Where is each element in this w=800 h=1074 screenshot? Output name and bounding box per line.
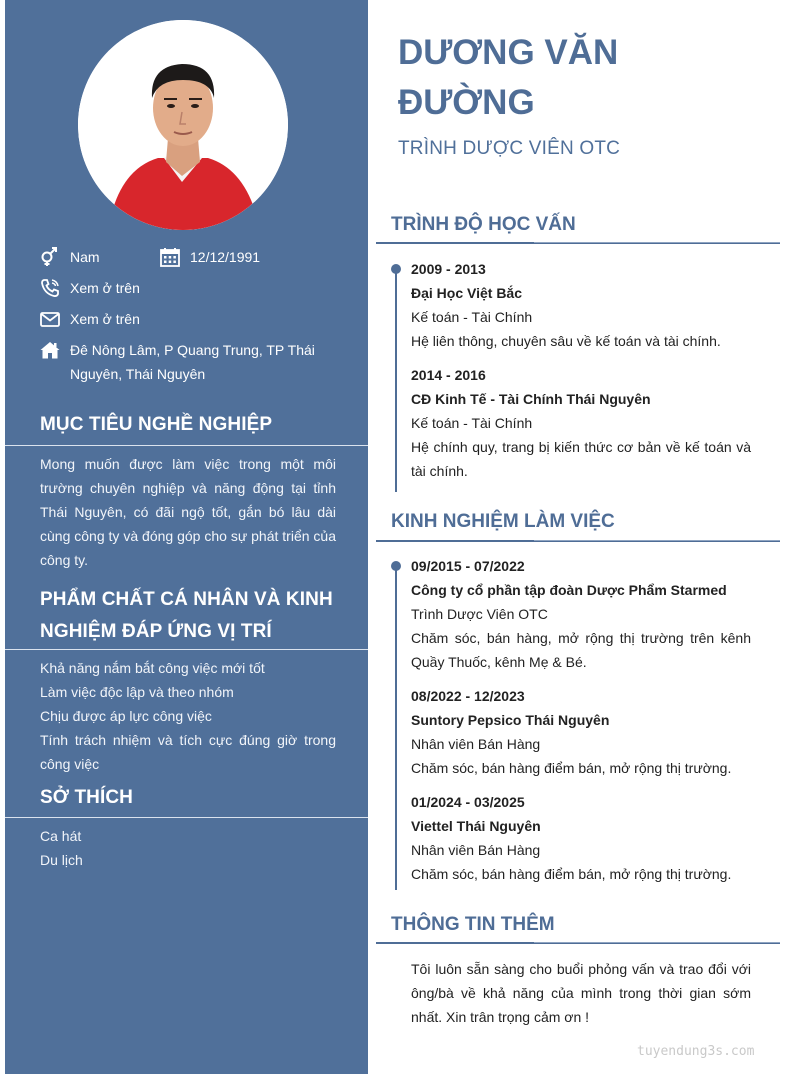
email-value: Xem ở trên bbox=[70, 311, 140, 327]
entry-major: Kế toán - Tài Chính bbox=[411, 309, 533, 325]
experience-heading: KINH NGHIỆM LÀM VIỆC bbox=[391, 511, 615, 532]
calendar-icon bbox=[160, 247, 180, 267]
dob-row bbox=[160, 245, 340, 269]
entry-desc: Chăm sóc, bán hàng điểm bán, mở rộng thị trường. bbox=[411, 866, 732, 882]
hobbies-divider bbox=[5, 817, 368, 818]
education-entry bbox=[411, 363, 751, 483]
entry-period: 2009 - 2013 bbox=[411, 261, 486, 277]
education-timeline bbox=[395, 268, 397, 492]
avatar bbox=[78, 20, 288, 230]
list-item: Khả năng nắm bắt công việc mới tốt bbox=[40, 660, 265, 676]
watermark: tuyendung3s.com bbox=[637, 1044, 755, 1059]
experience-divider bbox=[376, 540, 780, 542]
experience-entry bbox=[411, 790, 751, 886]
entry-desc: Hệ liên thông, chuyên sâu về kế toán và tài chính. bbox=[411, 333, 721, 349]
qualities-list bbox=[40, 656, 336, 776]
education-entry bbox=[411, 257, 751, 353]
experience-entry bbox=[411, 554, 751, 674]
qualities-divider bbox=[5, 649, 368, 650]
entry-period: 01/2024 - 03/2025 bbox=[411, 794, 525, 810]
hobbies-heading: SỞ THÍCH bbox=[40, 787, 134, 808]
gender-icon bbox=[40, 247, 60, 267]
hobbies-list bbox=[40, 824, 336, 872]
entry-position: Trình Dược Viên OTC bbox=[411, 606, 548, 622]
phone-row bbox=[40, 276, 340, 300]
phone-icon bbox=[40, 278, 60, 298]
entry-period: 08/2022 - 12/2023 bbox=[411, 688, 525, 704]
timeline-dot bbox=[391, 264, 401, 274]
home-icon bbox=[40, 340, 60, 360]
extra-heading: THÔNG TIN THÊM bbox=[391, 914, 555, 935]
address-row bbox=[40, 338, 340, 386]
list-item: Làm việc độc lập và theo nhóm bbox=[40, 684, 234, 700]
gender-row bbox=[40, 245, 160, 269]
profile-photo bbox=[78, 20, 288, 230]
address-value: Đê Nông Lâm, P Quang Trung, TP Thái Nguyên, Thái Nguyên bbox=[70, 342, 315, 382]
entry-school: Đại Học Việt Bắc bbox=[411, 285, 523, 301]
list-item: Tính trách nhiệm và tích cực đúng giờ trong công việc bbox=[40, 732, 336, 772]
extra-text: Tôi luôn sẵn sàng cho buổi phỏng vấn và trao đổi với ông/bà về khả năng của mình trong thời gian sớm nhất. Xin trân trọng cảm ơn ! bbox=[411, 961, 751, 1025]
list-item: Du lịch bbox=[40, 852, 83, 868]
candidate-role: TRÌNH DƯỢC VIÊN OTC bbox=[398, 138, 621, 159]
qualities-heading: PHẨM CHẤT CÁ NHÂN VÀ KINH NGHIỆM ĐÁP ỨNG VỊ TRÍ bbox=[40, 589, 333, 642]
entry-position: Nhân viên Bán Hàng bbox=[411, 842, 541, 858]
education-divider bbox=[376, 242, 780, 244]
dob-value: 12/12/1991 bbox=[190, 249, 261, 265]
extra-divider bbox=[376, 942, 780, 944]
entry-company: Suntory Pepsico Thái Nguyên bbox=[411, 712, 610, 728]
entry-desc: Chăm sóc, bán hàng, mở rộng thị trường trên kênh Quầy Thuốc, kênh Mẹ & Bé. bbox=[411, 630, 751, 670]
objective-divider bbox=[5, 445, 368, 446]
experience-timeline bbox=[395, 565, 397, 890]
entry-desc: Chăm sóc, bán hàng điểm bán, mở rộng thị trường. bbox=[411, 760, 732, 776]
candidate-name: DƯƠNG VĂN ĐƯỜNG bbox=[398, 33, 619, 122]
entry-desc: Hệ chính quy, trang bị kiến thức cơ bản về kế toán và tài chính. bbox=[411, 439, 751, 479]
phone-value: Xem ở trên bbox=[70, 280, 140, 296]
entry-company: Công ty cổ phần tập đoàn Dược Phẩm Starmed bbox=[411, 582, 727, 598]
list-item: Chịu được áp lực công việc bbox=[40, 708, 212, 724]
entry-position: Nhân viên Bán Hàng bbox=[411, 736, 541, 752]
entry-major: Kế toán - Tài Chính bbox=[411, 415, 533, 431]
education-heading: TRÌNH ĐỘ HỌC VẤN bbox=[391, 214, 576, 235]
entry-period: 09/2015 - 07/2022 bbox=[411, 558, 525, 574]
experience-entry bbox=[411, 684, 751, 780]
gender-value: Nam bbox=[70, 249, 100, 265]
timeline-dot bbox=[391, 561, 401, 571]
objective-heading: MỤC TIÊU NGHỀ NGHIỆP bbox=[40, 414, 273, 435]
email-row bbox=[40, 307, 340, 331]
entry-company: Viettel Thái Nguyên bbox=[411, 818, 541, 834]
entry-period: 2014 - 2016 bbox=[411, 367, 486, 383]
objective-text: Mong muốn được làm việc trong một môi trường chuyên nghiệp và năng động tại tỉnh Thái Nguyên, có đãi ngộ tốt, gắn bó lâu dài cùng công ty và đóng góp cho sự phát triển của công ty. bbox=[40, 456, 336, 568]
email-icon bbox=[40, 309, 60, 329]
sidebar bbox=[5, 0, 368, 1074]
list-item: Ca hát bbox=[40, 828, 82, 844]
entry-school: CĐ Kinh Tế - Tài Chính Thái Nguyên bbox=[411, 391, 651, 407]
